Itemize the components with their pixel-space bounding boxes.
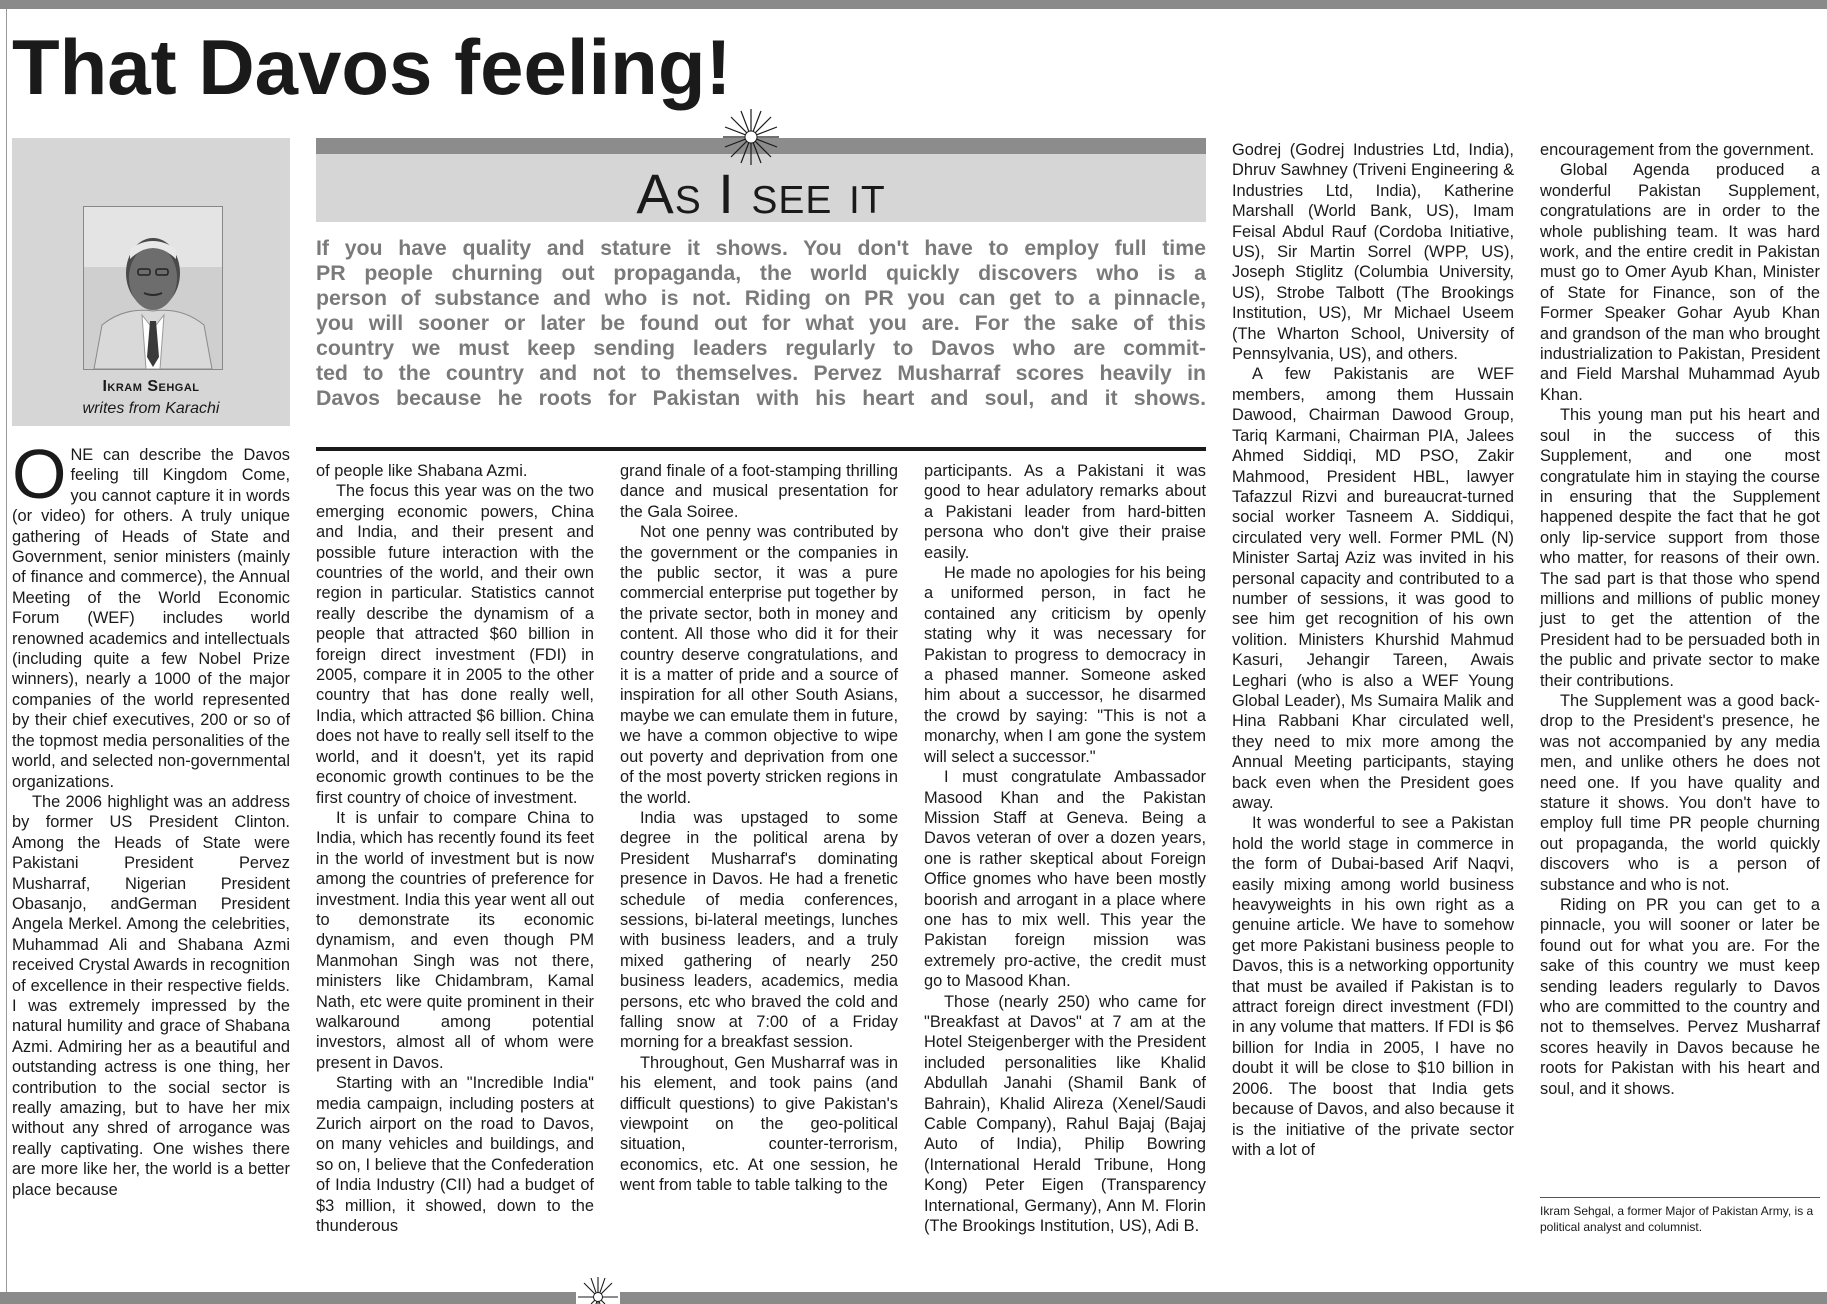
top-rule	[0, 0, 1827, 9]
paragraph: Global Agenda produced a wonderful Pakistan Supplement, congratulations are in order to the whole publishing team. It was hard work, and the entire credit in Pakistan must go to Omer Ayub Khan, Minister of State for Finance, son of the Former Speaker Gohar Ayub Khan and grandson of the man who brought industrialization to Pakistan, President and Field Marshal Muhammad Ayub Khan.	[1540, 161, 1820, 404]
paragraph: The focus this year was on the two emerging economic powers, China and India, and their present and possible future interaction with the countries of the world, and their own region in particular. Statistics cannot really describe the dynamism of a people that attracted $60 billion in foreign direct investment (FDI) in 2005, compare it in 2005 to the other country that has done really well, India, which attracted $6 billion. China does not have to really sell itself to the world, and it doesn't, yet its rapid economic growth continues to be the first country of choice of investment.	[316, 482, 594, 807]
starburst-icon	[722, 108, 780, 166]
bottom-rule	[0, 1292, 1827, 1304]
byline-rule	[1540, 1197, 1820, 1198]
author-byline: Ikram Sehgal, a former Major of Pakistan Army, is a political analyst and columnist.	[1540, 1204, 1814, 1234]
paragraph: Godrej (Godrej Industries Ltd, India), Dhruv Sawhney (Triveni Engineering & Industries Ltd, India), Katherine Marshall (World Bank, US), Imam Feisal Abdul Rauf (Cordoba Initiative, US), Sir Martin Sorrel (WPP, US), Joseph Stiglitz (Columbia University, US), Strobe Talbott (The Brookings Institution, US), Mr Michael Useem (The Wharton School, University of Pennsylvania, US), and others.	[1232, 141, 1514, 364]
paragraph: The Supplement was a good back-drop to the President's presence, he was not accompanied by any media men, and unlike others he does not need one. If you have quality and stature it shows. You don't have to employ full time PR people churning out propaganda, the world quickly discovers who is a person of substance and who is not.	[1540, 691, 1820, 894]
paragraph: participants. As a Pakistani it was good to hear adulatory remarks about a Pakistani leader from hard-bitten persona who don't give their praise easily.	[924, 462, 1206, 562]
headline: That Davos feeling!	[12, 23, 732, 111]
author-location: writes from Karachi	[82, 400, 220, 417]
author-photo	[83, 206, 223, 370]
article-column-1	[12, 435, 290, 1200]
paragraph: ONE can describe the Davos feeling till Kingdom Come, you cannot capture it in words (or video) for others. A truly unique gathering of Heads of State and Government, senior ministers (mainly of finance and commerce), the Annual Meeting of the World Economic Forum (WEF) includes world renowned academics and intellectuals (including quite a few Nobel Prize winners), nearly a 1000 of the major companies of the world represented by their chief executives, 200 or so of the topmost media personalities of the world, and selected non-governmental organizations.	[12, 435, 290, 791]
paragraph: Throughout, Gen Musharraf was in his element, and took pains (and difficult questions) to give Pakistan's viewpoint on the geo-political situation, counter-terrorism, economics, etc. At one session, he went from table to table talking to the	[620, 1053, 898, 1195]
paragraph: The 2006 highlight was an address by former US President Clinton. Among the Heads of State were Pakistani President Pervez Musharraf, Nigerian President Obasanjo, andGerman President Angela Merkel. Among the celebrities, Muhammad Ali and Shabana Azmi received Crystal Awards in recognition of excellence in their respective fields. I was extremely impressed by the natural humility and grace of Shabana Azmi. Admiring her as a beautiful and outstanding actress is one thing, her contribution to the social sector is really amazing, but to have her mix without any shred of arrogance was really captivating. One wishes there are more like her, the world is a better place because	[12, 792, 290, 1199]
paragraph: It was wonderful to see a Pakistan hold the world stage in commerce in the form of Dubai-based Arif Naqvi, easily mixing among world business heavyweights in his own right as a genuine article. We have to somehow get more Pakistani business people to Davos, this is a networking opportunity that must be availed if Pakistan is to attract foreign direct investment (FDI) in any volume that matters. If FDI is $6 billion for India in 2005, I have no doubt it will be close to $10 billion in 2006. The boost that India gets because of Davos, and also because it is the initiative of the private sector with a lot of	[1232, 814, 1514, 1159]
paragraph: India was upstaged to some degree in the political arena by President Musharraf's dominating presence in Davos. He had a frenetic schedule of media conferences, sessions, bi-lateral meetings, lunches with business leaders, and a truly mixed gathering of nearly 250 business leaders, academics, media persons, etc who braved the cold and falling snow at 7:00 of a Friday morning for a breakfast session.	[620, 808, 898, 1052]
standfirst-rule	[316, 447, 1206, 451]
paragraph: I must congratulate Ambassador Masood Khan and the Pakistan Mission Staff at Geneva. Being a Davos veteran of over a dozen years, one is rather skeptical about Foreign Office gnomes who have been mostly boorish and arrogant in a place where one has to mix well. This year the Pakistan foreign mission was extremely pro-active, the credit must go to Masood Khan.	[924, 768, 1206, 991]
author-box	[12, 138, 290, 426]
article-column-4	[924, 461, 1206, 1236]
left-margin-line	[6, 9, 7, 1292]
paragraph: encouragement from the government.	[1540, 141, 1815, 159]
article-column-6	[1540, 140, 1820, 1099]
paragraph: This young man put his heart and soul in the success of this Supplement, and one most congratulate him in staying the course in ensuring that the Supplement happened despite the fact that he got only lip-service support from those who matter, for reasons of their own. The sad part is that those who spend millions and millions of public money just to get the attention of the President had to be persuaded both in the public and private sector to make their contributions.	[1540, 406, 1820, 690]
article-column-3	[620, 461, 898, 1196]
drop-cap: O	[12, 435, 67, 513]
paragraph: Those (nearly 250) who came for "Breakfast at Davos" at 7 am at the Hotel Steigenberger with the President included personalities like Khalid Abdullah Janahi (Shamil Bank of Bahrain), Khalid Alireza (Xenel/Saudi Cable Company), Rahul Bajaj (Bajaj Auto of India), Philip Bowring (International Herald Tribune, Hong Kong) Peter Eigen (Transparency International, Germany), Ann M. Florin (The Brookings Institution, US), Adi B.	[924, 992, 1206, 1236]
article-column-5	[1232, 140, 1514, 1160]
bottom-starburst-icon	[576, 1275, 620, 1304]
paragraph: of people like Shabana Azmi.	[316, 462, 528, 480]
paragraph: Riding on PR you can get to a pinnacle, you will sooner or later be found out for what you are. For the sake of this country we must keep sending leaders regularly to Davos who are committed to the country and not to themselves. Pervez Musharraf scores heavily in Davos because he roots for Pakistan with his heart and soul, and it shows.	[1540, 896, 1820, 1098]
standfirst: If you have quality and stature it shows. You don't have to employ full time PR people churning out propaganda, the world quickly discovers who is a person of substance and who is not. Riding on PR you can get to a pinnacle, you will sooner or later be found out for what you are. For the sake of this country we must keep sending leaders regularly to Davos who are commit- ted to the country and not to themselves. Pervez Musharraf scores heavily in Davos because he roots for Pakistan with his heart and soul, and it shows.	[316, 236, 1206, 410]
paragraph: Not one penny was contributed by the government or the companies in the public sector, it was a pure commercial enterprise put together by the private sector, both in money and content. All those who did it for their country deserve congratulations, and it is a matter of pride and a source of inspiration for all other South Asians, maybe we can emulate them in future, we have a common objective to wipe out poverty and deprivation from one of the most poverty stricken regions in the world.	[620, 523, 898, 807]
author-name: Ikram Sehgal	[102, 378, 200, 395]
paragraph: A few Pakistanis are WEF members, among them Hussain Dawood, Chairman Dawood Group, Tariq Karmani, Chairman PIA, Jalees Ahmed Siddiqi, MD PSO, Zakir Mahmood, President HBL, lawyer Tafazzul Rizvi and bureaucrat-turned social worker Tasneem A. Siddiqui, circulated very well. Former PML (N) Minister Sartaj Aziz was invited in his personal capacity and contributed to a number of sessions, it was good to see him get recognition of his own volition. Ministers Khurshid Mahmud Kasuri, Jehangir Tareen, Awais Leghari (who is also a WEF Young Global Leader), Ms Sumaira Malik and Hina Rabbani Khar circulated well, they need to mix more among the Annual Meeting participants, staying back even when the President goes away.	[1232, 365, 1514, 812]
paragraph: It is unfair to compare China to India, which has recently found its feet in the world of investment but is now among the countries of preference for investment. India this year went all out to demonstrate its economic dynamism, and even though PM Manmohan Singh was not there, ministers like Chidambram, Kamal Nath, etc were quite prominent in their walkaround among potential investors, almost all of whom were present in Davos.	[316, 808, 594, 1072]
paragraph: Starting with an "Incredible India" media campaign, including posters at Zurich airport on the road to Davos, on many vehicles and buildings, and so on, I believe that the Confederation of India Industry (CII) had a budget of $3 million, it showed, down to the thunderous	[316, 1074, 594, 1236]
author-portrait-image	[84, 207, 222, 369]
column-title: As I see it	[636, 162, 886, 225]
paragraph: He made no apologies for his being a uniformed person, in fact he contained any criticism by openly stating why it was necessary for Pakistan to progress to democracy in a phased manner. Someone asked him about a successor, he disarmed the crowd by saying: "This is not a monarchy, when I am gone the system will select a successor."	[924, 564, 1206, 766]
article-column-2	[316, 461, 594, 1236]
paragraph: grand finale of a foot-stamping thrilling dance and musical presentation for the Gala Soiree.	[620, 462, 898, 521]
